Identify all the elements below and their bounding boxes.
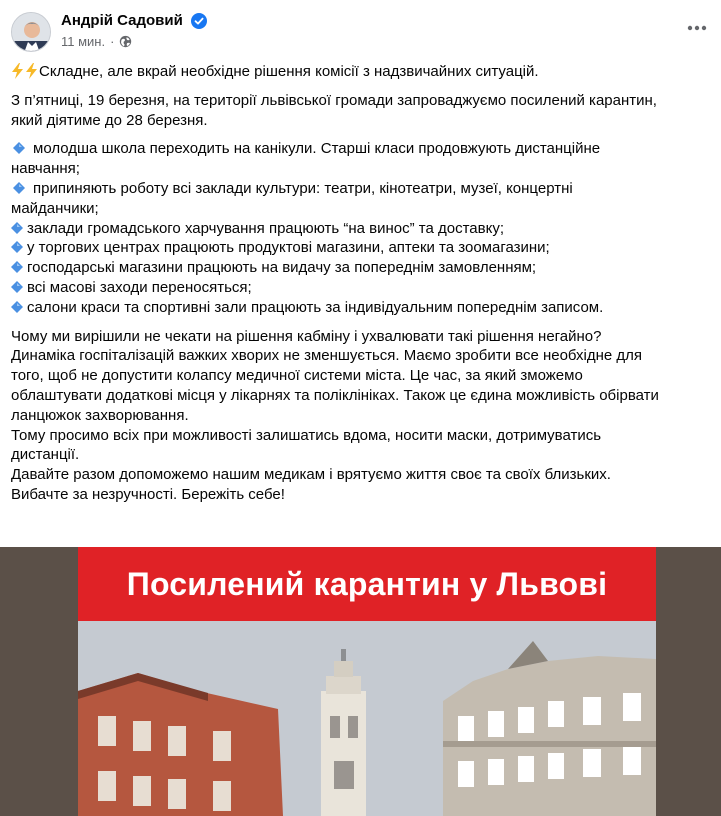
small-blue-diamond-icon <box>11 222 23 234</box>
verified-badge-icon <box>191 13 207 29</box>
closing-paragraph <box>11 327 717 505</box>
globe-icon[interactable] <box>119 35 132 48</box>
author-name[interactable]: Андрій Садовий <box>61 12 183 29</box>
poster-title: Посилений карантин у Львові <box>78 547 656 621</box>
small-blue-diamond-icon <box>11 241 23 253</box>
list-item: салони краси та спортивні зали працюють за індивідуальним попереднім записом. <box>11 298 717 318</box>
closing-line: Вибачте за незручності. Бережіть себе! <box>11 485 285 503</box>
post-image[interactable] <box>0 547 721 816</box>
post-meta <box>61 34 132 49</box>
list-item: господарські магазини працюють на видачу за попереднім замовленням; <box>11 258 717 278</box>
bullet-list <box>11 139 717 317</box>
post-header <box>0 0 721 58</box>
meta-separator: · <box>110 34 115 49</box>
small-blue-diamond-icon <box>11 301 23 313</box>
closing-line: Чому ми вирішили не чекати на рішення кабміну і ухвалювати такі рішення негайно? <box>11 327 602 345</box>
more-options-icon[interactable] <box>683 14 711 42</box>
small-blue-diamond-icon <box>13 182 25 194</box>
headline-text: Складне, але вкрай необхідне рішення комісії з надзвичайних ситуацій. <box>39 63 539 80</box>
city-photo <box>78 621 656 816</box>
post-text <box>11 62 717 514</box>
small-blue-diamond-icon <box>11 261 23 273</box>
intro-line: який діятиме до 28 березня. <box>11 111 208 129</box>
high-voltage-icon <box>25 63 39 79</box>
closing-line: Давайте разом допоможемо нашим медикам і врятуємо життя своє та своїх близьких. <box>11 466 611 484</box>
closing-line: дистанції. <box>11 446 80 464</box>
closing-line: облаштувати додаткові місця у лікарнях та поліклініках. Також це єдина можливість обірвати <box>11 386 659 404</box>
list-item: молодша школа переходить на канікули. Старші класи продовжують дистанційне <box>11 139 717 159</box>
list-item-continuation: навчання; <box>11 160 80 178</box>
intro-paragraph <box>11 91 717 131</box>
list-item: у торгових центрах працюють продуктові магазини, аптеки та зоомагазини; <box>11 238 717 258</box>
small-blue-diamond-icon <box>13 142 25 154</box>
closing-line: Динаміка госпіталізацій важких хворих не зменшується. Маємо зробити все необхідне для <box>11 347 643 365</box>
small-blue-diamond-icon <box>11 281 23 293</box>
intro-line: З п’ятниці, 19 березня, на території львівської громади запроваджуємо посилений карантин, <box>11 91 657 109</box>
closing-line: ланцюжок захворювання. <box>11 406 189 424</box>
closing-line: того, щоб не допустити колапсу медичної системи міста. Це час, за який зможемо <box>11 367 583 385</box>
post-timestamp[interactable]: 11 мин. <box>61 34 106 49</box>
high-voltage-icon <box>11 63 25 79</box>
list-item-continuation: майданчики; <box>11 199 99 217</box>
list-item: припиняють роботу всі заклади культури: театри, кінотеатри, музеї, концертні <box>11 179 717 199</box>
list-item: заклади громадського харчування працюють “на винос” та доставку; <box>11 219 717 239</box>
quarantine-poster <box>78 547 656 816</box>
headline-paragraph <box>11 62 717 82</box>
closing-line: Тому просимо всіх при можливості залишатись вдома, носити маски, дотримуватись <box>11 426 602 444</box>
list-item: всі масові заходи переносяться; <box>11 278 717 298</box>
author-avatar[interactable] <box>11 12 51 52</box>
